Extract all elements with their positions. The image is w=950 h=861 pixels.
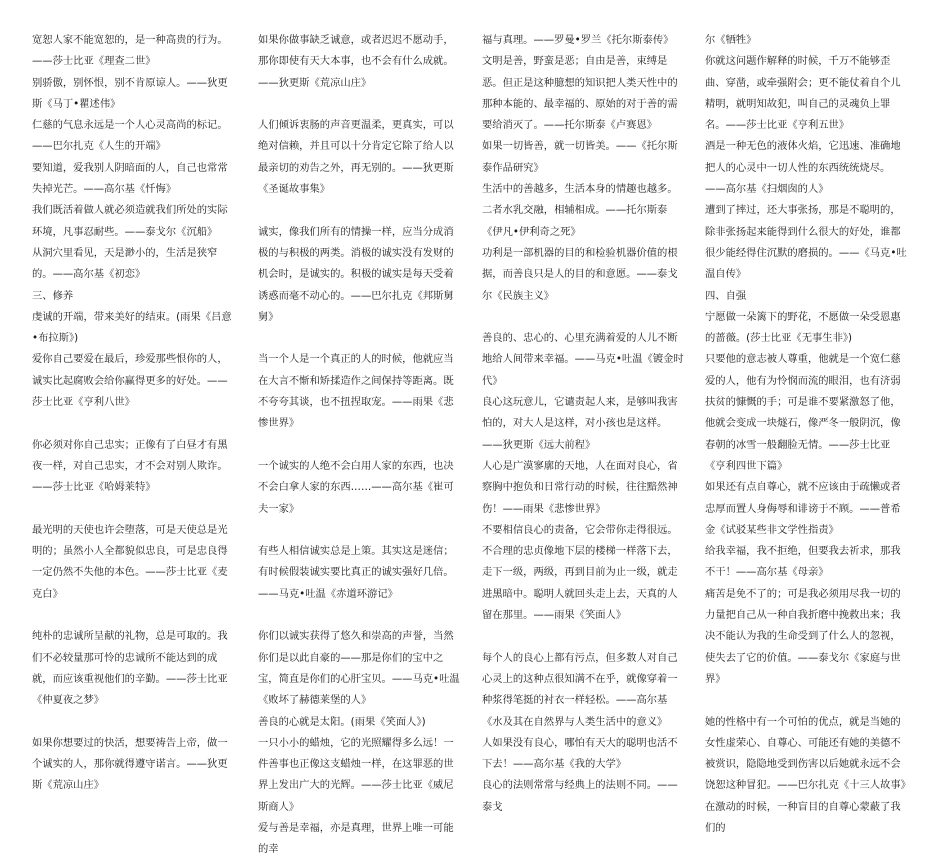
- quote-paragraph: 酒是一种无色的液体火焰，它迅速、准确地把人的心灵中一切人性的东西统统烧尽。——高尔基《扫烟囱的人》: [705, 140, 901, 196]
- quote-paragraph: 诚实，像我们所有的情操一样，应当分成消极的与积极的两类。消极的诚实没有发财的机会时，是诚实的。积极的诚实是每天受着诱惑而毫不动心的。——巴尔扎克《邦斯舅舅》: [258, 225, 454, 323]
- quote-paragraph: 当一个人是一个真正的人的时候，他就应当在大言不惭和矫揉造作之间保持等距离。既不夸夸其谈，也不扭捏取宠。——雨果《悲惨世界》: [258, 353, 454, 430]
- quote-paragraph: 一个诚实的人绝不会白用人家的东西，也决不会白拿人家的东西……——高尔基《崔可夫一家》: [258, 459, 454, 515]
- paragraph-spacer: [32, 712, 237, 733]
- quote-paragraph: 她的性格中有一个可怕的优点，就是当她的女性虚荣心、自尊心、可能还有她的美德不被赏识，隐隐地受到伤害以后她就永远不会饶恕这种冒犯。——巴尔扎克《十三人故事》: [705, 715, 911, 792]
- quote-paragraph: 福与真理。——罗曼•罗兰《托尔斯泰传》: [482, 34, 674, 46]
- quote-paragraph: 爱与善是幸福，亦是真理，世界上唯一可能的幸: [258, 821, 454, 856]
- quote-paragraph: 宽恕人家不能宽恕的，是一种高贵的行为。——莎士比亚《理查二世》: [32, 34, 228, 68]
- quote-paragraph: 每个人的良心上都有污点，但多数人对自己心灵上的这种点很知满不在乎，就像穿着一种浆得笔挺的衬衣一样轻松。——高尔基《水及其在自然界与人类生活中的意义》: [482, 651, 678, 728]
- quote-paragraph: 要知道，爱我别人阴暗面的人，自己也常常失掉光芒。——高尔基《忏悔》: [32, 161, 228, 196]
- text-column-2: [258, 30, 463, 861]
- quote-paragraph: 痛苦是免不了的；可是我必须用尽我一切的力量把自己从一种自我折磨中挽救出来；我决不能认为我的生命受到了什么人的忽视，使失去了它的价值。——泰戈尔《家庭与世界》: [705, 587, 901, 685]
- quote-paragraph: 尔《牺牲》: [705, 34, 757, 46]
- paragraph-spacer: [258, 520, 463, 541]
- quote-paragraph: 在激动的时候，一种盲目的自尊心蒙蔽了我们的: [705, 800, 901, 834]
- quote-paragraph: 人们倾诉衷肠的声音更温柔，更真实，可以绝对信赖，并且可以十分肯定它除了给人以最亲切的劝告之外，再无别的。——狄更斯《圣诞故事集》: [258, 119, 454, 196]
- quote-paragraph: 从洞穴里看见，天是渺小的，生活是狭窄的。——高尔基《初恋》: [32, 246, 218, 281]
- quote-paragraph: 有些人相信诚实总是上策。其实这是迷信；有时候假装诚实要比真正的诚实强好几倍。——马克•吐温《赤道环游记》: [258, 545, 454, 600]
- paragraph-spacer: [32, 605, 237, 626]
- quote-paragraph: 不要相信良心的责备，它会带你走得很远。不合理的忠贞像地下层的楼梯一样落下去，走下一级，两级，再到目前为止一级，就走进黑暗中。聪明人就回头走上去，天真的人留在那里。——雨果《笑面人》: [482, 523, 678, 622]
- quote-paragraph: 如果你想要过的快活，想要祷告上帝，做一个诚实的人，那你就得遵守诺言。——狄更斯《荒凉山庄》: [32, 736, 228, 792]
- quote-paragraph: 只要他的意志被人尊重，他就是一个宽仁慈爱的人，他有为怜悯而流的眼泪，也有济弱扶贫的慷慨的手；可是谁不要紧激怒了他，他就会变成一块燧石，像严冬一般阴沉，像春朝的冰雪一般翻脸无情。——莎士比亚《亨利四世下篇》: [705, 353, 901, 472]
- quote-paragraph: 给我幸福，我不拒绝，但要我去祈求，那我不干！——高尔基《母亲》: [705, 545, 901, 579]
- paragraph-spacer: [705, 690, 910, 711]
- quote-paragraph: 宁愿做一朵篱下的野花，不愿做一朵受恩惠的蔷薇。(莎士比亚《无事生非》): [705, 310, 901, 345]
- paragraph-spacer: [258, 435, 463, 456]
- quote-paragraph: 最光明的天使也许会堕落，可是天使总是光明的；虽然小人全都貌似忠良，可是忠良得一定仍然不失他的本色。——莎士比亚《麦克白》: [32, 523, 228, 600]
- quote-paragraph: 文明是善，野蛮是恶；自由是善，束缚是恶。但正是这种臆想的知识把人类天性中的那种本能的、最幸福的、原始的对于善的需要给消灭了。——托尔斯泰《卢赛恩》: [482, 55, 678, 132]
- quote-paragraph: 你必须对你自己忠实；正像有了白昼才有黑夜一样，对自己忠实，才不会对别人欺诈。——莎士比亚《哈姆莱特》: [32, 438, 228, 494]
- quote-paragraph: 如果还有点自尊心，就不应该由于疏懒或者忠厚而置人身侮辱和诽谤于不顾。——普希金《试驳某些非文学性指责》: [705, 481, 901, 536]
- section-heading: 三、修养: [32, 289, 74, 302]
- quote-paragraph: 我们既活着做人就必须造就我们所处的实际环境，凡事忍耐些。——泰戈尔《沉船》: [32, 204, 228, 238]
- text-column-3: [482, 30, 687, 818]
- quote-paragraph: 良心这玩意儿，它谴责起人来，是够叫我害怕的，对大人是这样，对小孩也是这样。——狄更斯《远大前程》: [482, 396, 678, 451]
- paragraph-spacer: [258, 605, 463, 626]
- quote-paragraph: 遭到了摔过，还大事张扬，那是不聪明的，除非张扬起来能得到什么很大的好处，谁都很少能经得住沉默的磨损的。——《马克•吐温自传》: [705, 204, 907, 281]
- quote-paragraph: 如果你做事缺乏诚意，或者迟迟不愿动手，那你即使有天大本事，也不会有什么成就。——狄更斯《荒凉山庄》: [258, 34, 454, 89]
- paragraph-spacer: [32, 499, 237, 520]
- paragraph-spacer: [482, 307, 687, 328]
- quote-paragraph: 别骄傲，别怀恨，别不肯原谅人。——狄更斯《马丁•瞿述伟》: [32, 76, 228, 110]
- quote-paragraph: 善良的、忠心的、心里充满着爱的人儿不断地给人间带来幸福。——马克•吐温《镀金时代》: [482, 332, 684, 387]
- paragraph-spacer: [258, 94, 463, 115]
- quote-paragraph: 生活中的善越多，生活本身的情趣也越多。二者水乳交融，相辅相成。——托尔斯泰《伊凡•伊利奇之死》: [482, 183, 678, 238]
- paragraph-spacer: [32, 413, 237, 434]
- quote-paragraph: 爱你自己要爱在最后，珍爱那些恨你的人，诚实比起腐败会给你赢得更多的好处。——莎士比亚《亨利八世》: [32, 353, 228, 409]
- quote-paragraph: 纯朴的忠诚所呈献的礼物，总是可取的。我们不必较量那可怜的忠诚所不能达到的成就，而应该重视他们的辛勤。——莎士比亚《仲夏夜之梦》: [32, 630, 228, 707]
- quote-paragraph: 良心的法则常常与经典上的法则不同。——泰戈: [482, 779, 678, 813]
- text-column-1: [32, 30, 237, 797]
- quote-paragraph: 一只小小的蜡烛，它的光照耀得多么远！一件善事也正像这支蜡烛一样，在这罪恶的世界上发出广大的光辉。——莎士比亚《威尼斯商人》: [258, 736, 454, 813]
- paragraph-spacer: [258, 200, 463, 221]
- quote-paragraph: 仁慈的气息永远是一个人心灵高尚的标记。——巴尔扎克《人生的开端》: [32, 119, 228, 153]
- paragraph-spacer: [258, 328, 463, 349]
- quote-paragraph: 如果一切皆善，就一切皆美。——《托尔斯泰作品研究》: [482, 140, 678, 174]
- quote-paragraph: 人如果没有良心，哪怕有天大的聪明也活不下去！——高尔基《我的大学》: [482, 736, 678, 771]
- quote-paragraph: 善良的心就是太阳。(雨果《笑面人》): [258, 715, 426, 728]
- quote-paragraph: 人心是广漠寥廓的天地，人在面对良心，省察胸中抱负和日常行动的时候，往往黯然神伤！——雨果《悲惨世界》: [482, 459, 678, 515]
- quote-paragraph: 虔诚的开端，带来美好的结束。(雨果《吕意•布拉斯》): [32, 310, 232, 345]
- text-column-4: [705, 30, 910, 839]
- section-heading: 四、自强: [705, 289, 747, 302]
- quote-paragraph: 你就这问题作解释的时候，千万不能够歪曲、穿凿，或牵强附会；更不能仗着自个儿精明，就明知故犯，叫自己的灵魂负上罪名。——莎士比亚《亨利五世》: [705, 55, 901, 132]
- quote-paragraph: 你们以诚实获得了悠久和崇高的声誉，当然你们是以此自豪的——那是你们的宝中之宝，简直是你们的心肝宝贝。——马克•吐温《败坏了赫德莱堡的人》: [258, 630, 460, 707]
- paragraph-spacer: [482, 626, 687, 647]
- quote-paragraph: 功利是一部机器的目的和检验机器价值的根据，而善良只是人的目的和意愿。——泰戈尔《民族主义》: [482, 246, 678, 302]
